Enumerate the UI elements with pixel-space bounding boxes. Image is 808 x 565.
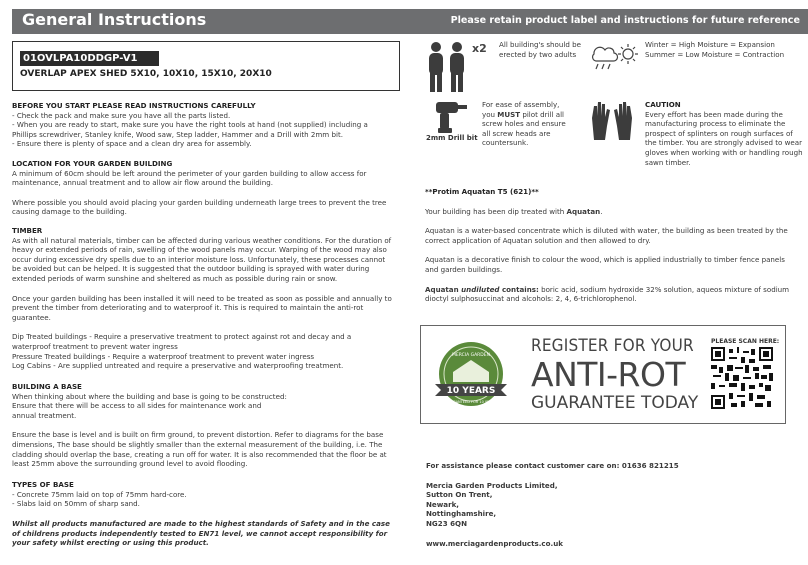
base-p1: When thinking about where the building and base is going to be constructed: Ensure that there will be access to all sides for maintenance work and annual treatment.: [12, 391, 287, 420]
before-start-line-3: - Ensure there is plenty of space and a clean dry area for assembly.: [12, 139, 252, 149]
before-start-heading: BEFORE YOU START PLEASE READ INSTRUCTIONS CAREFULLY: [12, 101, 256, 110]
timber-p4: Pressure Treated buildings - Require a waterproof treatment to prevent water ingress: [12, 351, 315, 361]
summer-text: Summer = Low Moisture = Contraction: [645, 49, 785, 59]
aquatan-p1b: Aquatan: [566, 206, 601, 216]
postcode: NG23 6QN: [426, 518, 468, 528]
badge-top-text: MERCIA GARDEN: [452, 353, 490, 358]
aquatan-p3: Aquatan is a decorative finish to colour the wood, which is applied industrially to timber fence panels and garden buildings.: [425, 255, 785, 274]
location-heading: LOCATION FOR YOUR GARDEN BUILDING: [12, 159, 173, 168]
aquatan-p1c: .: [600, 206, 603, 216]
location-section: [12, 159, 392, 217]
aquatan-p2: Aquatan is a water-based concentrate which is diluted with water, the building as been treated by the correct application of Aquatan solution and then allowed to dry.: [425, 226, 788, 245]
aquatan-p4a: Aquatan: [425, 284, 462, 294]
drill-bit-label: 2mm Drill bit: [426, 134, 478, 142]
location-p2: Where possible you should avoid placing your garden building underneath large trees to prevent the tree causing damage to the building.: [12, 197, 387, 217]
timber-heading: TIMBER: [12, 226, 43, 235]
guarantee-badge: [431, 338, 511, 414]
product-code: 01OVLPA10DDGP-V1: [20, 51, 159, 66]
timber-p5: Log Cabins - Are supplied untreated and require a preservative and waterproofing treatment.: [12, 361, 344, 371]
weather-text: [645, 40, 805, 59]
drill-text: [482, 100, 574, 148]
aquatan-title: **Protim Aquatan T5 (621)**: [425, 187, 539, 196]
company-name: Mercia Garden Products Limited,: [426, 480, 558, 490]
customer-care: For assistance please contact customer care on: 01636 821215: [426, 461, 679, 470]
caution-text: Every effort has been made during the manufacturing process to eliminate the prospect of splinters on rough surfaces of the timber. You are strongly advised to wear gloves when working with or handling rough sawn timber.: [645, 109, 803, 167]
two-people-icon: [425, 40, 470, 95]
gloves-icon: [588, 98, 636, 146]
drill-icon: [430, 98, 470, 134]
aquatan-p4d: boric acid, sodium hydroxide 32% solution, aqueos mixture of sodium dioctyl sulphosuccinat and alcohols: 2, 4, 6-trichlorophenol.: [425, 284, 790, 304]
qr-code[interactable]: [711, 347, 773, 409]
address-line-3: Nottinghamshire,: [426, 509, 497, 519]
aquatan-p1: [425, 207, 795, 217]
base-type-2: - Slabs laid on 50mm of sharp sand.: [12, 499, 140, 509]
product-title: OVERLAP APEX SHED 5X10, 10X10, 15X10, 20X10: [20, 69, 272, 79]
product-label-box: [12, 41, 400, 91]
website-link[interactable]: www.merciagardenproducts.co.uk: [426, 538, 563, 548]
weather-icon: [588, 40, 638, 72]
address-line-2: Newark,: [426, 499, 459, 509]
location-p1: A minimum of 60cm should be left around the perimeter of your garden building to allow access for maintenance, annual treatment and to allow air flow around the building.: [12, 168, 367, 188]
before-start-line-1: - Check the pack and make sure you have all the parts listed.: [12, 110, 231, 120]
caution-block: [645, 100, 805, 167]
aquatan-section: [425, 187, 795, 304]
left-column: [12, 101, 392, 149]
base-heading: BUILDING A BASE: [12, 382, 82, 391]
address-line-1: Sutton On Trent,: [426, 490, 493, 500]
two-adults-text: All building's should be erected by two adults: [499, 40, 581, 59]
register-line-2: ANTI-ROT: [531, 355, 686, 394]
aquatan-p4b: undiluted: [461, 284, 500, 294]
drill-text-a: For ease of assembly, you: [482, 100, 560, 119]
people-count: x2: [472, 42, 487, 55]
badge-bottom-text: GUARANTEED FOR 10 YEARS: [445, 400, 497, 404]
register-box: [420, 325, 786, 424]
timber-p1: As with all natural materials, timber can be affected during various weather conditions. For the duration of heavy or extended periods of rain, swelling of the wood panels may occur. Warping of the wood may also occur during excessive dry spells due to an interior moisture loss. Unfortunately, these processes cannot be avoided but can be helped. It is suggested that the outdoor building is sprayed with water during extended periods of warm sunshine and sheltered as much as possible during rain or snow.: [12, 235, 392, 283]
timber-p2: Once your garden building has been installed it will need to be treated as soon as possible and annually to prevent the timber from deteriorating and to waterproof it. This is required to maintain the anti-rot guarantee.: [12, 293, 392, 322]
winter-text: Winter = High Moisture = Expansion: [645, 40, 775, 49]
base-types-section: [12, 480, 392, 509]
base-p2: Ensure the base is level and is built on firm ground, to prevent distortion. Refer to diagrams for the base dimensions, The base should be slightly smaller than the external measurement of the building, i.e. The cladding should overlap the base, creating a run off for water. It is also recommended that the floor be at least 25mm above the surrounding ground level to avoid flooding.: [12, 430, 387, 469]
register-line-1: REGISTER FOR YOUR: [531, 336, 694, 356]
register-line-3: GUARANTEE TODAY: [531, 393, 699, 413]
base-type-1: - Concrete 75mm laid on top of 75mm hard-core.: [12, 489, 187, 499]
header-note: Please retain product label and instructions for future reference: [450, 15, 800, 26]
badge-years-text: 10 YEARS: [446, 386, 496, 396]
contact-section: [426, 461, 796, 548]
caution-heading: CAUTION: [645, 100, 681, 109]
base-section: [12, 382, 392, 469]
timber-p3: Dip Treated buildings - Require a preservative treatment to protect against rot and decay and a waterproof treatment to prevent water ingress: [12, 332, 352, 351]
aquatan-p4c: contains:: [499, 284, 539, 294]
timber-section: [12, 226, 392, 371]
before-start-line-2: - When you are ready to start, make sure you have the right tools at hand (not supplied) including a Phillips screwdriver, Stanley knife, Wood saw, Step ladder, Hammer and a Drill with 2mm bit.: [12, 120, 368, 139]
base-types-heading: TYPES OF BASE: [12, 480, 74, 489]
scan-label: PLEASE SCAN HERE:: [711, 338, 780, 345]
drill-text-must: MUST: [497, 109, 521, 119]
drill-text-b: pilot drill all screw holes and ensure all screw heads are countersunk.: [482, 109, 566, 148]
aquatan-p4: [425, 285, 795, 304]
aquatan-p1a: Your building has been dip treated with: [425, 206, 567, 216]
page-title: General Instructions: [22, 10, 207, 29]
header-bar: [12, 9, 808, 34]
safety-disclaimer: Whilst all products manufactured are made to the highest standards of Safety and in the case of childrens products independently tested to EN71 level, we cannot accept responsibility for your safety whilst erecting or using this product.: [12, 519, 390, 548]
